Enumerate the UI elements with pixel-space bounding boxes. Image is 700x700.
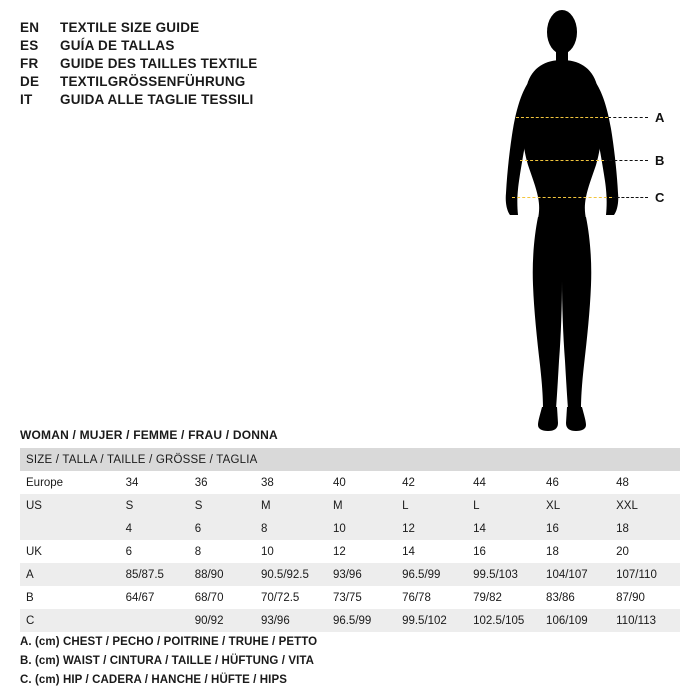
cell: 73/75 <box>327 586 396 609</box>
cell: 8 <box>255 517 327 540</box>
row-label: Europe <box>20 471 120 494</box>
cell: 8 <box>189 540 255 563</box>
cell: 96.5/99 <box>327 609 396 632</box>
language-code: ES <box>20 38 39 53</box>
legend-chest: A. (cm) CHEST / PECHO / POITRINE / TRUHE / PETTO <box>20 636 318 648</box>
cell: 6 <box>120 540 189 563</box>
cell: 102.5/105 <box>467 609 540 632</box>
size-table-section <box>20 428 680 632</box>
cell: 64/67 <box>120 586 189 609</box>
row-label: US <box>20 494 120 517</box>
cell: 93/96 <box>327 563 396 586</box>
table-row <box>20 563 680 586</box>
cell: 96.5/99 <box>396 563 467 586</box>
marker-label-a: A <box>655 110 665 125</box>
cell: 18 <box>610 517 680 540</box>
language-title: TEXTILGRÖSSENFÜHRUNG <box>60 74 246 89</box>
cell: 85/87.5 <box>120 563 189 586</box>
cell: 90/92 <box>189 609 255 632</box>
cell: 14 <box>396 540 467 563</box>
language-title: GUÍA DE TALLAS <box>60 38 175 53</box>
chest-leader-line <box>608 117 648 118</box>
table-row <box>20 609 680 632</box>
cell: S <box>120 494 189 517</box>
marker-label-b: B <box>655 153 665 168</box>
row-label: A <box>20 563 120 586</box>
cell: 44 <box>467 471 540 494</box>
cell: 104/107 <box>540 563 610 586</box>
table-row <box>20 494 680 517</box>
table-header-row <box>20 448 680 471</box>
cell: XXL <box>610 494 680 517</box>
cell: 88/90 <box>189 563 255 586</box>
body-measurement-figure <box>480 5 695 435</box>
language-title: TEXTILE SIZE GUIDE <box>60 20 200 35</box>
row-label <box>20 517 120 540</box>
cell: 99.5/102 <box>396 609 467 632</box>
cell: 6 <box>189 517 255 540</box>
language-code: DE <box>20 74 40 89</box>
hip-leader-line <box>612 197 648 198</box>
table-header-label: SIZE / TALLA / TAILLE / GRÖSSE / TAGLIA <box>20 448 680 471</box>
cell: 42 <box>396 471 467 494</box>
cell: 12 <box>327 540 396 563</box>
cell: 18 <box>540 540 610 563</box>
hip-measure-line <box>512 197 612 198</box>
table-row <box>20 586 680 609</box>
cell: 16 <box>467 540 540 563</box>
table-row <box>20 540 680 563</box>
cell: S <box>189 494 255 517</box>
table-section-title: WOMAN / MUJER / FEMME / FRAU / DONNA <box>20 428 278 442</box>
table-row <box>20 471 680 494</box>
waist-leader-line <box>604 160 648 161</box>
cell: 48 <box>610 471 680 494</box>
language-row <box>20 92 490 107</box>
cell: M <box>255 494 327 517</box>
cell: 10 <box>255 540 327 563</box>
table-row <box>20 517 680 540</box>
cell: XL <box>540 494 610 517</box>
language-row <box>20 38 490 53</box>
cell: 12 <box>396 517 467 540</box>
cell: L <box>467 494 540 517</box>
cell: 83/86 <box>540 586 610 609</box>
cell: 20 <box>610 540 680 563</box>
measurement-legend <box>20 636 680 693</box>
legend-waist: B. (cm) WAIST / CINTURA / TAILLE / HÜFTUNG / VITA <box>20 655 315 667</box>
cell: 14 <box>467 517 540 540</box>
cell: 79/82 <box>467 586 540 609</box>
cell: 46 <box>540 471 610 494</box>
chest-measure-line <box>516 117 608 118</box>
waist-measure-line <box>520 160 604 161</box>
language-row <box>20 20 490 35</box>
cell: 107/110 <box>610 563 680 586</box>
cell <box>120 609 189 632</box>
cell: 76/78 <box>396 586 467 609</box>
language-title: GUIDA ALLE TAGLIE TESSILI <box>60 92 254 107</box>
cell: 16 <box>540 517 610 540</box>
cell: 99.5/103 <box>467 563 540 586</box>
cell: M <box>327 494 396 517</box>
row-label: B <box>20 586 120 609</box>
cell: 10 <box>327 517 396 540</box>
cell: 40 <box>327 471 396 494</box>
cell: 106/109 <box>540 609 610 632</box>
cell: 4 <box>120 517 189 540</box>
female-silhouette-icon <box>480 5 695 435</box>
cell: 36 <box>189 471 255 494</box>
cell: L <box>396 494 467 517</box>
language-title-block <box>20 20 490 110</box>
cell: 68/70 <box>189 586 255 609</box>
language-code: FR <box>20 56 39 71</box>
cell: 34 <box>120 471 189 494</box>
cell: 90.5/92.5 <box>255 563 327 586</box>
language-row <box>20 56 490 71</box>
cell: 70/72.5 <box>255 586 327 609</box>
language-title: GUIDE DES TAILLES TEXTILE <box>60 56 258 71</box>
cell: 93/96 <box>255 609 327 632</box>
legend-hip: C. (cm) HIP / CADERA / HANCHE / HÜFTE / HIPS <box>20 674 288 686</box>
language-row <box>20 74 490 89</box>
size-table <box>20 448 680 632</box>
language-code: EN <box>20 20 40 35</box>
row-label: UK <box>20 540 120 563</box>
row-label: C <box>20 609 120 632</box>
cell: 38 <box>255 471 327 494</box>
cell: 110/113 <box>610 609 680 632</box>
language-code: IT <box>20 92 33 107</box>
marker-label-c: C <box>655 190 665 205</box>
cell: 87/90 <box>610 586 680 609</box>
